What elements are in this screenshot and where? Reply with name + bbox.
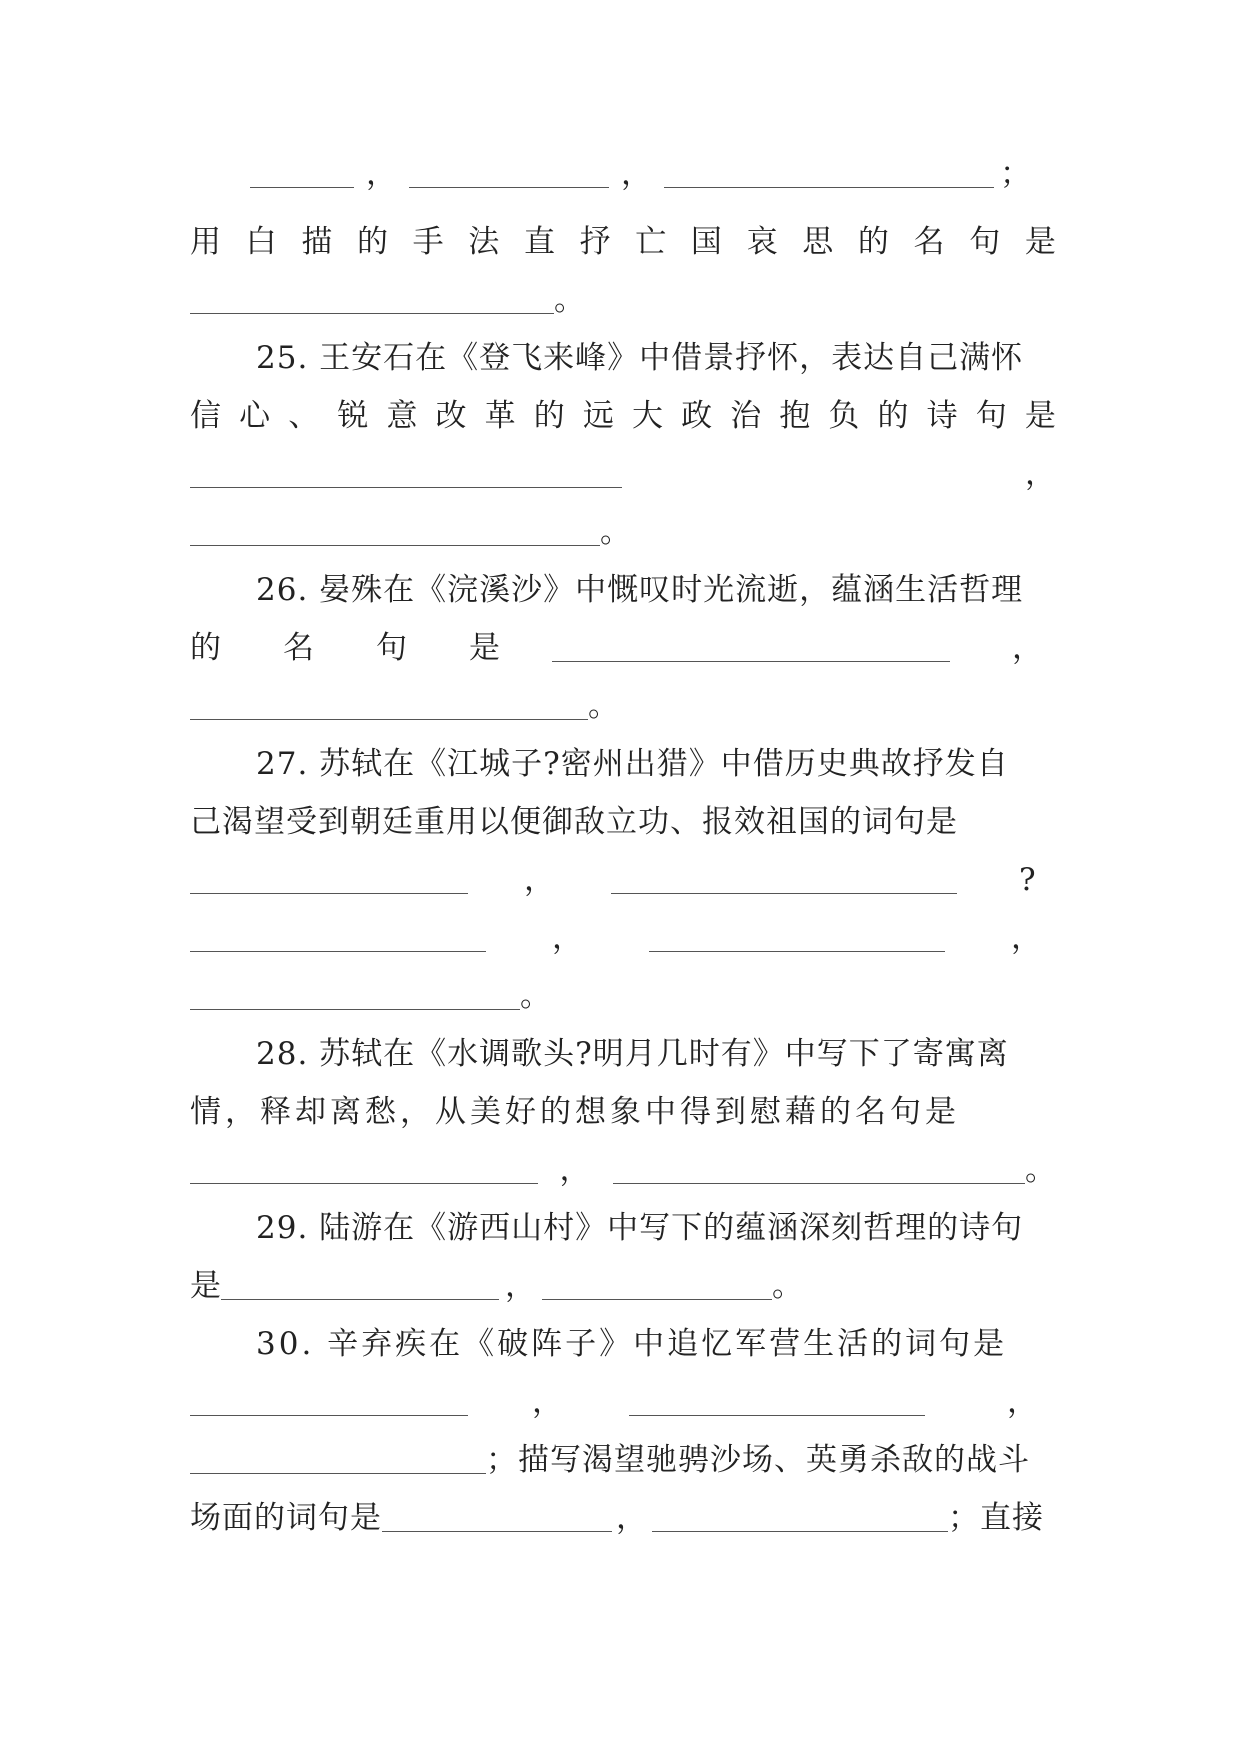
period: 。 (588, 688, 619, 724)
answer-blank[interactable] (190, 863, 468, 894)
question-text: 26. 晏殊在《浣溪沙》中慨叹时光流逝，蕴涵生活哲理 (256, 572, 1024, 608)
question-text: 27. 苏轼在《江城子?密州出猎》中借历史典故抒发自 (256, 746, 1009, 782)
text-char: 信 (190, 398, 221, 434)
q27-line2 (190, 798, 1056, 846)
text-char: 是 (469, 630, 500, 666)
answer-blank[interactable] (611, 863, 957, 894)
period: 。 (600, 514, 631, 550)
text-char: 抒 (579, 224, 611, 260)
comma: ， (1025, 456, 1056, 492)
question-text: 30. 辛弃疾在《破阵子》中追忆军营生活的词句是 (256, 1326, 1008, 1362)
text-char: 远 (582, 398, 614, 434)
question-mark: ? (1019, 862, 1036, 898)
q28-line2 (190, 1088, 1056, 1136)
comma: ， (552, 920, 583, 956)
text-char: 句 (376, 630, 407, 666)
answer-blank[interactable] (190, 1443, 486, 1474)
text-char: 政 (681, 398, 713, 434)
q30-line3 (190, 1436, 1056, 1484)
comma: ， (532, 1384, 563, 1420)
text-char: 诗 (926, 398, 958, 434)
q25-line3 (190, 450, 1056, 498)
text-char: 法 (468, 224, 500, 260)
q26-line3 (190, 682, 1056, 730)
text-char: 改 (435, 398, 467, 434)
text-char: 锐 (337, 398, 369, 434)
comma: ， (366, 156, 397, 192)
period: 。 (1025, 1152, 1056, 1188)
text-char: 思 (802, 224, 834, 260)
comma: ， (1012, 630, 1043, 666)
q29-line2 (190, 1262, 1056, 1310)
q27-line4 (190, 914, 1056, 962)
text-char: 亡 (635, 224, 667, 260)
q24-blanks-line (190, 150, 1056, 198)
q25-prompt (256, 334, 1056, 382)
text-char: 直 (523, 224, 555, 260)
answer-blank[interactable] (649, 921, 945, 952)
text-char: 的 (877, 398, 909, 434)
comma: ， (1011, 920, 1042, 956)
answer-blank[interactable] (409, 157, 609, 188)
text-char: 手 (412, 224, 444, 260)
text-char: 是 (1024, 224, 1056, 260)
answer-blank[interactable] (382, 1501, 612, 1532)
period: 。 (772, 1268, 803, 1304)
q25-line2 (190, 392, 1056, 440)
answer-blank[interactable] (190, 1385, 468, 1416)
text-char: 的 (190, 630, 221, 666)
period: 。 (554, 282, 585, 318)
period: 。 (520, 978, 551, 1014)
comma: ， (621, 156, 652, 192)
answer-blank[interactable] (542, 1269, 772, 1300)
text-char: 的 (533, 398, 565, 434)
comma: ， (1007, 1384, 1038, 1420)
answer-blank[interactable] (190, 1153, 538, 1184)
question-text: 25. 王安石在《登飞来峰》中借景抒怀，表达自己满怀 (256, 340, 1024, 376)
comma: ， (616, 1500, 648, 1536)
text-char: 治 (730, 398, 762, 434)
q27-line3 (190, 856, 1056, 904)
q28-prompt (256, 1030, 1056, 1078)
answer-blank[interactable] (664, 157, 994, 188)
text-char: 用 (190, 224, 221, 260)
text-char: 心 (239, 398, 271, 434)
comma: ， (505, 1268, 536, 1304)
q30-prompt (256, 1320, 1056, 1368)
question-text: ；直接 (948, 1500, 1044, 1536)
q24-line3 (190, 276, 1056, 324)
text-char: 的 (857, 224, 889, 260)
comma: ， (524, 862, 555, 898)
semicolon: ； (1000, 156, 1031, 192)
question-text: 场面的词句是 (190, 1500, 382, 1536)
q27-line5 (190, 972, 1056, 1020)
answer-blank[interactable] (190, 283, 554, 314)
q26-line2 (190, 624, 1056, 672)
answer-blank[interactable] (190, 979, 520, 1010)
text-char: 革 (484, 398, 516, 434)
text-char: 国 (690, 224, 722, 260)
question-text: ；描写渴望驰骋沙场、英勇杀敌的战斗 (486, 1442, 1030, 1478)
answer-blank[interactable] (190, 515, 600, 546)
answer-blank[interactable] (629, 1385, 925, 1416)
q29-prompt (256, 1204, 1056, 1252)
text-char: 的 (356, 224, 388, 260)
answer-blank[interactable] (190, 457, 622, 488)
answer-blank[interactable] (190, 921, 486, 952)
text-char: 名 (913, 224, 945, 260)
q25-line4 (190, 508, 1056, 556)
text-char: 句 (969, 224, 1001, 260)
q28-line3 (190, 1146, 1056, 1194)
answer-blank[interactable] (613, 1153, 1025, 1184)
answer-blank[interactable] (552, 631, 950, 662)
text-char: 、 (288, 398, 320, 434)
text-char: 句 (975, 398, 1007, 434)
text-char: 名 (283, 630, 314, 666)
comma: ， (559, 1152, 591, 1188)
question-text: 28. 苏轼在《水调歌头?明月几时有》中写下了寄寓离 (256, 1036, 1009, 1072)
q30-line2 (190, 1378, 1056, 1426)
text-char: 描 (301, 224, 333, 260)
text-char: 是 (1024, 398, 1056, 434)
answer-blank[interactable] (250, 157, 354, 188)
question-text: 己渴望受到朝廷重用以便御敌立功、报效祖国的词句是 (190, 804, 958, 840)
q30-line4 (190, 1494, 1056, 1542)
question-text: 29. 陆游在《游西山村》中写下的蕴涵深刻哲理的诗句 (256, 1210, 1024, 1246)
q24-line2 (190, 218, 1056, 266)
answer-blank[interactable] (652, 1501, 948, 1532)
answer-blank[interactable] (190, 689, 588, 720)
text-char: 意 (386, 398, 418, 434)
question-text: 是 (190, 1268, 221, 1304)
text-char: 白 (245, 224, 277, 260)
text-char: 哀 (746, 224, 778, 260)
text-char: 抱 (779, 398, 811, 434)
q26-prompt (256, 566, 1056, 614)
question-text: 情，释却离愁，从美好的想象中得到慰藉的名句是 (190, 1094, 960, 1130)
q27-prompt (256, 740, 1056, 788)
text-char: 负 (828, 398, 860, 434)
text-char: 大 (631, 398, 663, 434)
answer-blank[interactable] (221, 1269, 499, 1300)
